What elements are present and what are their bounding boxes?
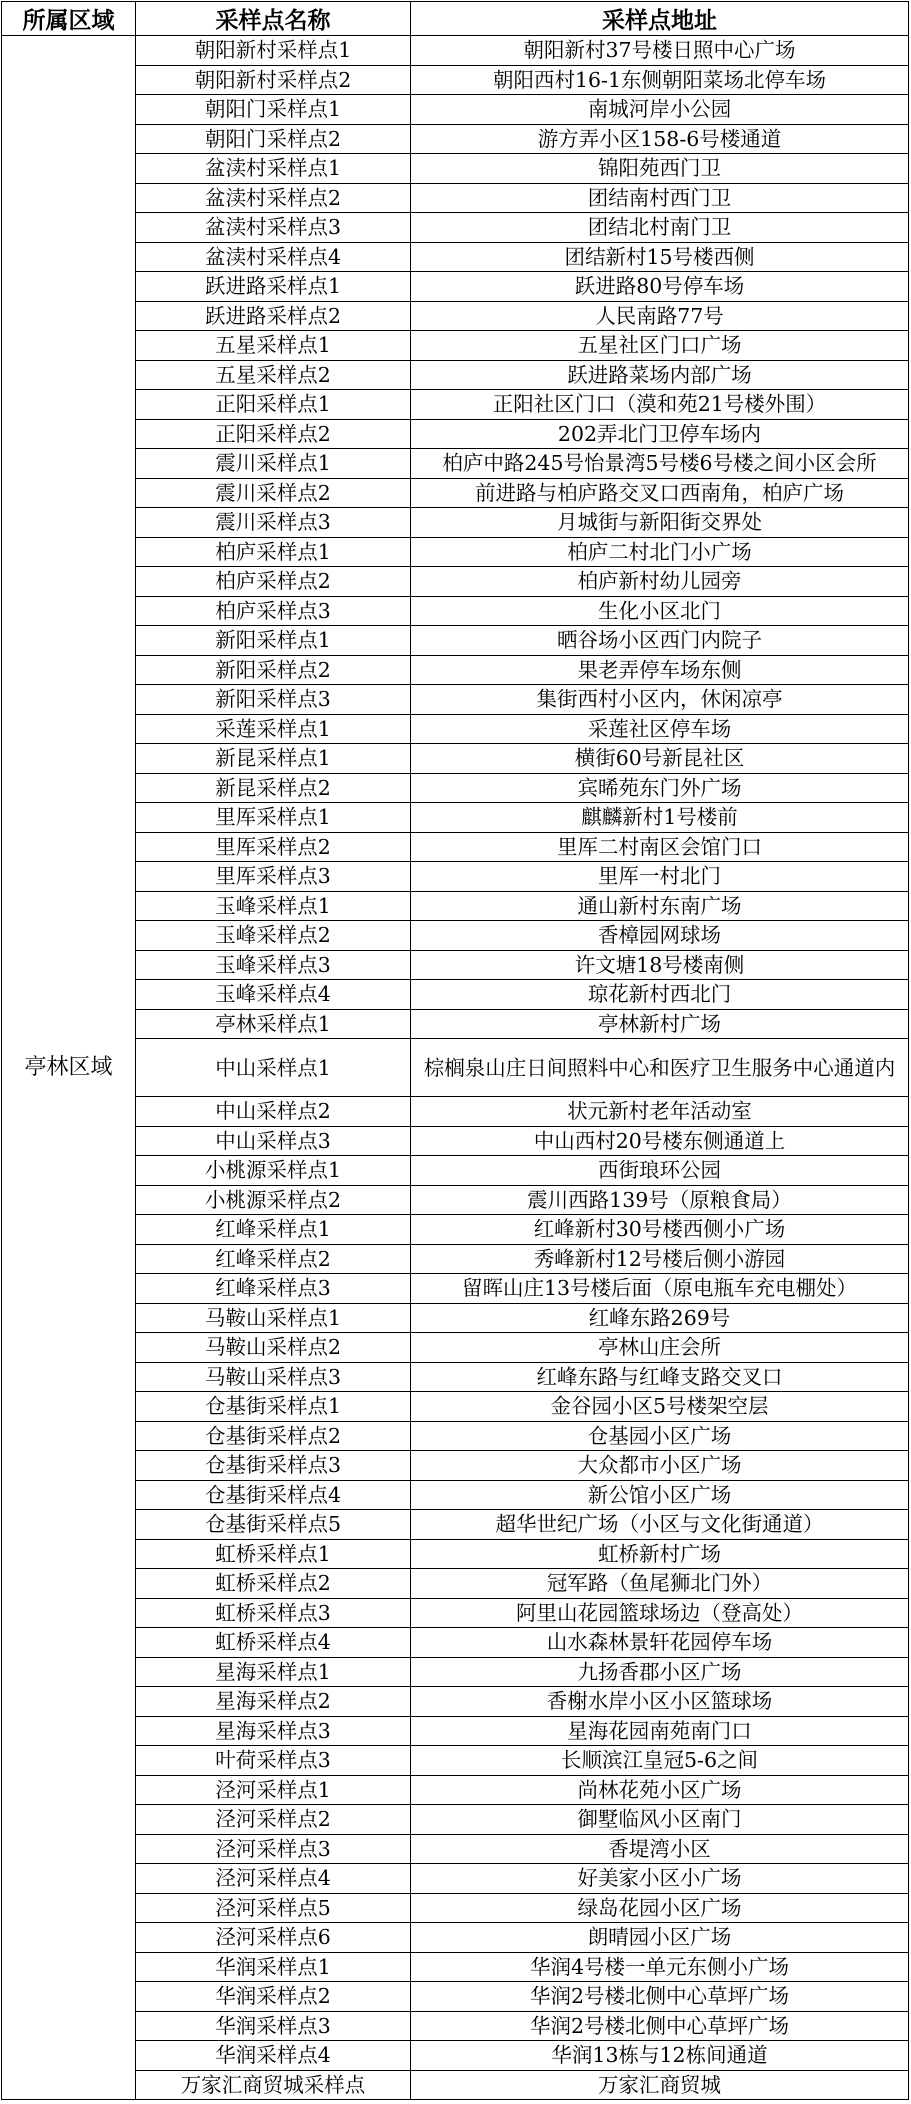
point-name-cell: 柏庐采样点1 <box>136 537 411 567</box>
table-row <box>2 596 909 626</box>
table-row <box>2 626 909 656</box>
point-address-cell: 麒麟新村1号楼前 <box>411 803 909 833</box>
point-address-cell: 许文塘18号楼南侧 <box>411 950 909 980</box>
table-row <box>2 685 909 715</box>
point-name-cell: 震川采样点3 <box>136 508 411 538</box>
point-address-cell: 红峰新村30号楼西侧小广场 <box>411 1215 909 1245</box>
point-address-cell: 柏庐中路245号怡景湾5号楼6号楼之间小区会所 <box>411 449 909 479</box>
point-name-cell: 新阳采样点3 <box>136 685 411 715</box>
point-name-cell: 泾河采样点2 <box>136 1805 411 1835</box>
point-address-cell: 跃进路80号停车场 <box>411 272 909 302</box>
point-name-cell: 跃进路采样点2 <box>136 301 411 331</box>
table-row <box>2 2011 909 2041</box>
table-row <box>2 537 909 567</box>
point-address-cell: 朝阳新村37号楼日照中心广场 <box>411 36 909 66</box>
header-point-address: 采样点地址 <box>411 2 909 36</box>
point-address-cell: 通山新村东南广场 <box>411 891 909 921</box>
point-name-cell: 正阳采样点2 <box>136 419 411 449</box>
point-address-cell: 御墅临风小区南门 <box>411 1805 909 1835</box>
point-address-cell: 人民南路77号 <box>411 301 909 331</box>
point-address-cell: 晒谷场小区西门内院子 <box>411 626 909 656</box>
point-name-cell: 万家汇商贸城采样点 <box>136 2070 411 2100</box>
point-address-cell: 绿岛花园小区广场 <box>411 1893 909 1923</box>
table-row <box>2 449 909 479</box>
point-address-cell: 琼花新村西北门 <box>411 980 909 1010</box>
table-row <box>2 1392 909 1422</box>
point-name-cell: 华润采样点3 <box>136 2011 411 2041</box>
point-address-cell: 采莲社区停车场 <box>411 714 909 744</box>
point-name-cell: 华润采样点4 <box>136 2041 411 2071</box>
point-address-cell: 金谷园小区5号楼架空层 <box>411 1392 909 1422</box>
point-name-cell: 朝阳新村采样点1 <box>136 36 411 66</box>
sampling-points-table <box>1 1 909 2100</box>
point-address-cell: 团结南村西门卫 <box>411 183 909 213</box>
table-row <box>2 1510 909 1540</box>
table-row <box>2 272 909 302</box>
table-row <box>2 2070 909 2100</box>
point-name-cell: 采莲采样点1 <box>136 714 411 744</box>
point-address-cell: 华润2号楼北侧中心草坪广场 <box>411 2011 909 2041</box>
point-name-cell: 柏庐采样点3 <box>136 596 411 626</box>
point-address-cell: 跃进路菜场内部广场 <box>411 360 909 390</box>
point-address-cell: 202弄北门卫停车场内 <box>411 419 909 449</box>
point-name-cell: 马鞍山采样点2 <box>136 1333 411 1363</box>
point-address-cell: 亭林新村广场 <box>411 1009 909 1039</box>
table-row <box>2 773 909 803</box>
point-name-cell: 泾河采样点3 <box>136 1834 411 1864</box>
point-name-cell: 虹桥采样点2 <box>136 1569 411 1599</box>
point-name-cell: 里厍采样点3 <box>136 862 411 892</box>
table-row <box>2 154 909 184</box>
point-name-cell: 马鞍山采样点1 <box>136 1303 411 1333</box>
table-row <box>2 803 909 833</box>
table-row <box>2 1539 909 1569</box>
table-row <box>2 1628 909 1658</box>
point-address-cell: 冠军路（鱼尾狮北门外） <box>411 1569 909 1599</box>
point-address-cell: 柏庐二村北门小广场 <box>411 537 909 567</box>
point-address-cell: 虹桥新村广场 <box>411 1539 909 1569</box>
table-row <box>2 655 909 685</box>
point-name-cell: 红峰采样点1 <box>136 1215 411 1245</box>
point-address-cell: 红峰东路与红峰支路交叉口 <box>411 1362 909 1392</box>
table-row <box>2 1244 909 1274</box>
point-name-cell: 朝阳门采样点2 <box>136 124 411 154</box>
point-address-cell: 红峰东路269号 <box>411 1303 909 1333</box>
point-name-cell: 里厍采样点1 <box>136 803 411 833</box>
point-name-cell: 玉峰采样点1 <box>136 891 411 921</box>
point-address-cell: 华润2号楼北侧中心草坪广场 <box>411 1982 909 2012</box>
point-name-cell: 小桃源采样点1 <box>136 1156 411 1186</box>
point-name-cell: 盆渎村采样点1 <box>136 154 411 184</box>
table-row <box>2 1185 909 1215</box>
table-row <box>2 714 909 744</box>
table-row <box>2 1982 909 2012</box>
point-address-cell: 里厍二村南区会馆门口 <box>411 832 909 862</box>
table-row <box>2 478 909 508</box>
point-name-cell: 红峰采样点2 <box>136 1244 411 1274</box>
point-address-cell: 香堤湾小区 <box>411 1834 909 1864</box>
point-name-cell: 朝阳新村采样点2 <box>136 65 411 95</box>
point-address-cell: 里厍一村北门 <box>411 862 909 892</box>
point-address-cell: 中山西村20号楼东侧通道上 <box>411 1126 909 1156</box>
point-address-cell: 朝阳西村16-1东侧朝阳菜场北停车场 <box>411 65 909 95</box>
table-row <box>2 1923 909 1953</box>
point-name-cell: 仓基街采样点4 <box>136 1480 411 1510</box>
point-address-cell: 新公馆小区广场 <box>411 1480 909 1510</box>
table-row <box>2 1362 909 1392</box>
table-row <box>2 1274 909 1304</box>
point-name-cell: 仓基街采样点3 <box>136 1451 411 1481</box>
table-row <box>2 360 909 390</box>
table-row <box>2 1009 909 1039</box>
table-row <box>2 567 909 597</box>
table-row <box>2 1569 909 1599</box>
point-address-cell: 横街60号新昆社区 <box>411 744 909 774</box>
point-name-cell: 玉峰采样点4 <box>136 980 411 1010</box>
table-row <box>2 1303 909 1333</box>
table-row <box>2 1215 909 1245</box>
table-row <box>2 921 909 951</box>
point-address-cell: 尚林花苑小区广场 <box>411 1775 909 1805</box>
point-name-cell: 里厍采样点2 <box>136 832 411 862</box>
header-point-name: 采样点名称 <box>136 2 411 36</box>
table-row <box>2 832 909 862</box>
point-address-cell: 棕榈泉山庄日间照料中心和医疗卫生服务中心通道内 <box>411 1039 909 1097</box>
point-name-cell: 小桃源采样点2 <box>136 1185 411 1215</box>
point-name-cell: 仓基街采样点1 <box>136 1392 411 1422</box>
point-name-cell: 华润采样点2 <box>136 1982 411 2012</box>
point-address-cell: 团结新村15号楼西侧 <box>411 242 909 272</box>
point-address-cell: 宾晞苑东门外广场 <box>411 773 909 803</box>
point-address-cell: 超华世纪广场（小区与文化街通道） <box>411 1510 909 1540</box>
point-name-cell: 叶荷采样点3 <box>136 1746 411 1776</box>
point-name-cell: 五星采样点1 <box>136 331 411 361</box>
point-address-cell: 好美家小区小广场 <box>411 1864 909 1894</box>
table-row <box>2 242 909 272</box>
point-address-cell: 柏庐新村幼儿园旁 <box>411 567 909 597</box>
point-address-cell: 秀峰新村12号楼后侧小游园 <box>411 1244 909 1274</box>
point-address-cell: 大众都市小区广场 <box>411 1451 909 1481</box>
table-row <box>2 1716 909 1746</box>
table-row <box>2 65 909 95</box>
point-address-cell: 月城街与新阳街交界处 <box>411 508 909 538</box>
point-address-cell: 香榭水岸小区小区篮球场 <box>411 1687 909 1717</box>
point-name-cell: 泾河采样点1 <box>136 1775 411 1805</box>
point-name-cell: 仓基街采样点2 <box>136 1421 411 1451</box>
point-name-cell: 震川采样点2 <box>136 478 411 508</box>
point-address-cell: 状元新村老年活动室 <box>411 1097 909 1127</box>
header-row <box>2 2 909 36</box>
table-row <box>2 1156 909 1186</box>
point-address-cell: 集街西村小区内，休闲凉亭 <box>411 685 909 715</box>
table-row <box>2 1952 909 1982</box>
table-row <box>2 183 909 213</box>
point-name-cell: 虹桥采样点4 <box>136 1628 411 1658</box>
point-address-cell: 山水森林景轩花园停车场 <box>411 1628 909 1658</box>
point-name-cell: 中山采样点3 <box>136 1126 411 1156</box>
point-name-cell: 朝阳门采样点1 <box>136 95 411 125</box>
table-row <box>2 213 909 243</box>
table-row <box>2 1775 909 1805</box>
point-name-cell: 盆渎村采样点4 <box>136 242 411 272</box>
table-row <box>2 1097 909 1127</box>
point-name-cell: 玉峰采样点3 <box>136 950 411 980</box>
table-row <box>2 301 909 331</box>
point-address-cell: 朗晴园小区广场 <box>411 1923 909 1953</box>
point-name-cell: 泾河采样点6 <box>136 1923 411 1953</box>
table-row <box>2 1746 909 1776</box>
table-row <box>2 124 909 154</box>
point-name-cell: 柏庐采样点2 <box>136 567 411 597</box>
point-name-cell: 新阳采样点2 <box>136 655 411 685</box>
table-row <box>2 390 909 420</box>
point-name-cell: 虹桥采样点3 <box>136 1598 411 1628</box>
table-row <box>2 331 909 361</box>
table-row <box>2 1039 909 1097</box>
point-address-cell: 留晖山庄13号楼后面（原电瓶车充电棚处） <box>411 1274 909 1304</box>
point-name-cell: 仓基街采样点5 <box>136 1510 411 1540</box>
point-address-cell: 星海花园南苑南门口 <box>411 1716 909 1746</box>
table-row <box>2 36 909 66</box>
table-row <box>2 744 909 774</box>
point-name-cell: 星海采样点3 <box>136 1716 411 1746</box>
table-row <box>2 1657 909 1687</box>
region-cell: 亭林区域 <box>2 36 136 2100</box>
table-row <box>2 891 909 921</box>
point-address-cell: 生化小区北门 <box>411 596 909 626</box>
point-address-cell: 阿里山花园篮球场边（登高处） <box>411 1598 909 1628</box>
table-row <box>2 1126 909 1156</box>
table-row <box>2 95 909 125</box>
point-address-cell: 锦阳苑西门卫 <box>411 154 909 184</box>
point-address-cell: 南城河岸小公园 <box>411 95 909 125</box>
table-row <box>2 1480 909 1510</box>
point-name-cell: 红峰采样点3 <box>136 1274 411 1304</box>
point-address-cell: 长顺滨江皇冠5-6之间 <box>411 1746 909 1776</box>
table-row <box>2 862 909 892</box>
point-name-cell: 玉峰采样点2 <box>136 921 411 951</box>
header-region: 所属区域 <box>2 2 136 36</box>
point-address-cell: 华润4号楼一单元东侧小广场 <box>411 1952 909 1982</box>
point-name-cell: 跃进路采样点1 <box>136 272 411 302</box>
point-address-cell: 游方弄小区158-6号楼通道 <box>411 124 909 154</box>
table-row <box>2 419 909 449</box>
point-name-cell: 亭林采样点1 <box>136 1009 411 1039</box>
point-address-cell: 华润13栋与12栋间通道 <box>411 2041 909 2071</box>
point-address-cell: 香樟园网球场 <box>411 921 909 951</box>
point-name-cell: 盆渎村采样点2 <box>136 183 411 213</box>
point-name-cell: 新昆采样点2 <box>136 773 411 803</box>
point-name-cell: 星海采样点1 <box>136 1657 411 1687</box>
point-address-cell: 九扬香郡小区广场 <box>411 1657 909 1687</box>
point-name-cell: 盆渎村采样点3 <box>136 213 411 243</box>
table-row <box>2 1598 909 1628</box>
table-row <box>2 508 909 538</box>
point-address-cell: 五星社区门口广场 <box>411 331 909 361</box>
table-row <box>2 1333 909 1363</box>
point-address-cell: 仓基园小区广场 <box>411 1421 909 1451</box>
point-address-cell: 果老弄停车场东侧 <box>411 655 909 685</box>
point-address-cell: 亭林山庄会所 <box>411 1333 909 1363</box>
point-name-cell: 正阳采样点1 <box>136 390 411 420</box>
point-address-cell: 团结北村南门卫 <box>411 213 909 243</box>
table-row <box>2 1864 909 1894</box>
table-row <box>2 1451 909 1481</box>
table-row <box>2 1687 909 1717</box>
point-address-cell: 万家汇商贸城 <box>411 2070 909 2100</box>
table-row <box>2 980 909 1010</box>
point-address-cell: 前进路与柏庐路交叉口西南角，柏庐广场 <box>411 478 909 508</box>
point-name-cell: 泾河采样点5 <box>136 1893 411 1923</box>
point-name-cell: 泾河采样点4 <box>136 1864 411 1894</box>
table-row <box>2 950 909 980</box>
table-row <box>2 1805 909 1835</box>
point-address-cell: 震川西路139号（原粮食局） <box>411 1185 909 1215</box>
point-address-cell: 正阳社区门口（漠和苑21号楼外围） <box>411 390 909 420</box>
point-name-cell: 星海采样点2 <box>136 1687 411 1717</box>
table-row <box>2 1893 909 1923</box>
point-name-cell: 马鞍山采样点3 <box>136 1362 411 1392</box>
point-name-cell: 中山采样点1 <box>136 1039 411 1097</box>
table-body <box>2 36 909 2100</box>
point-name-cell: 新昆采样点1 <box>136 744 411 774</box>
table-row <box>2 1834 909 1864</box>
point-name-cell: 新阳采样点1 <box>136 626 411 656</box>
table-row <box>2 2041 909 2071</box>
point-name-cell: 震川采样点1 <box>136 449 411 479</box>
point-address-cell: 西街琅环公园 <box>411 1156 909 1186</box>
point-name-cell: 虹桥采样点1 <box>136 1539 411 1569</box>
point-name-cell: 华润采样点1 <box>136 1952 411 1982</box>
table-row <box>2 1421 909 1451</box>
point-name-cell: 中山采样点2 <box>136 1097 411 1127</box>
point-name-cell: 五星采样点2 <box>136 360 411 390</box>
